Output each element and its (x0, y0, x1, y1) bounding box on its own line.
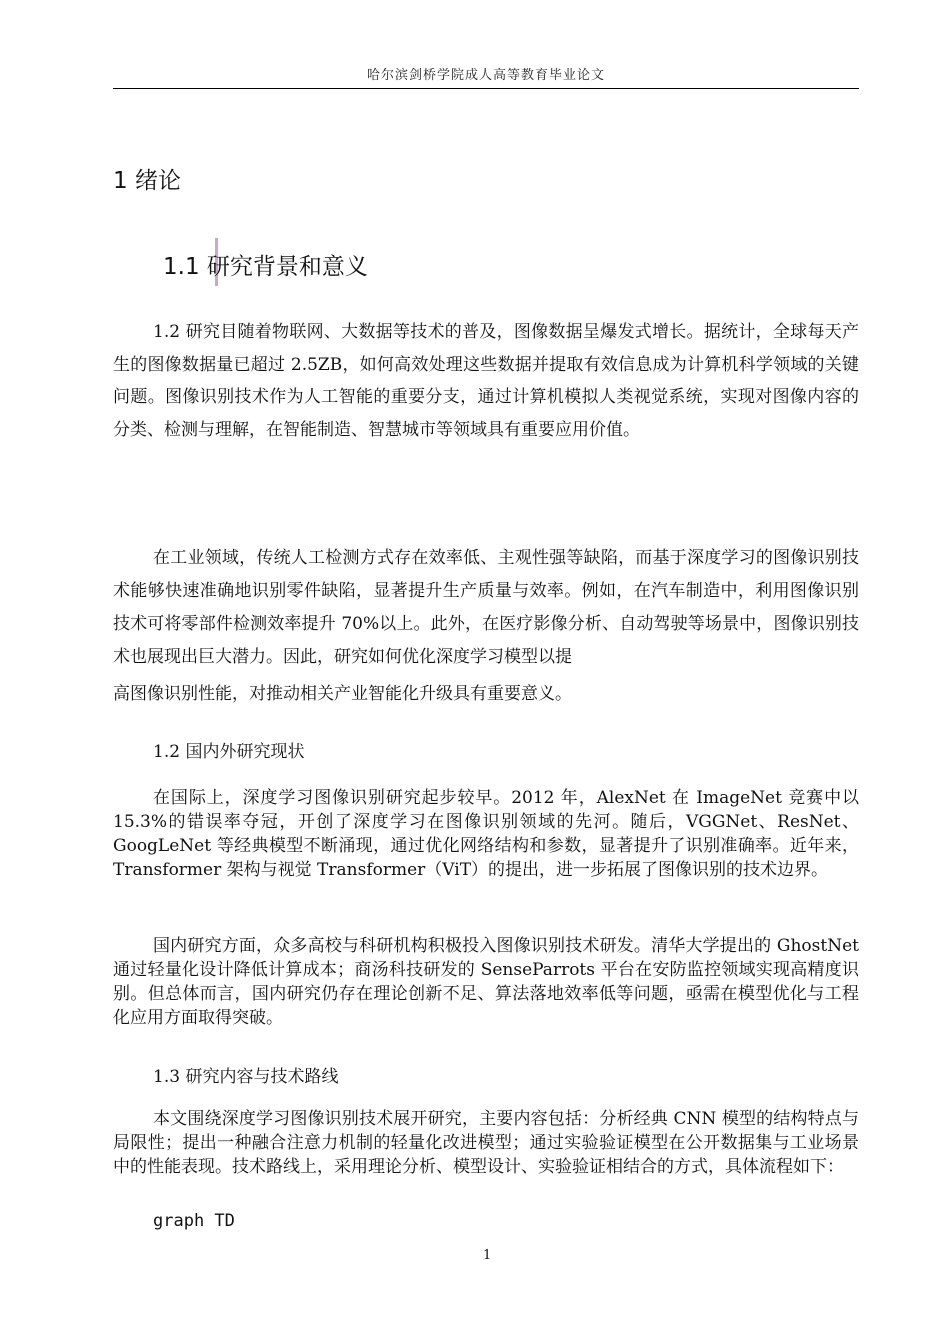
header-rule (113, 88, 859, 89)
paragraph-research-content: 本文围绕深度学习图像识别技术展开研究，主要内容包括：分析经典 CNN 模型的结构特点与局限性；提出一种融合注意力机制的轻量化改进模型；通过实验验证模型在公开数据集与工业场景中的性能表现。技术路线上，采用理论分析、模型设计、实验验证相结合的方式，具体流程如下： (113, 1109, 859, 1177)
paragraph-industry (113, 542, 859, 711)
chapter-title: 1 绪论 (113, 168, 181, 194)
code-snippet: graph TD (153, 1211, 235, 1231)
paragraph-international: 在国际上，深度学习图像识别研究起步较早。2012 年，AlexNet 在 ImageNet 竞赛中以 15.3%的错误率夺冠，开创了深度学习在图像识别领域的先河。随后，VGGNet、ResNet、GoogLeNet 等经典模型不断涌现，通过优化网络结构和参数，显著提升了识别准确率。近年来，Transformer 架构与视觉 Transformer（ViT）的提出，进一步拓展了图像识别的技术边界。 (113, 788, 859, 880)
page-number: 1 (483, 1248, 492, 1263)
subheading-research-content: 1.3 研究内容与技术路线 (153, 1067, 339, 1087)
section-title: 1.1 研究背景和意义 (163, 254, 368, 280)
paragraph-industry-last-line: 高图像识别性能，对推动相关产业智能化升级具有重要意义。 (113, 684, 572, 704)
paragraph-industry-body: 在工业领域，传统人工检测方式存在效率低、主观性强等缺陷，而基于深度学习的图像识别技术能够快速准确地识别零件缺陷，显著提升生产质量与效率。例如，在汽车制造中，利用图像识别技术可将零部件检测效率提升 70%以上。此外，在医疗影像分析、自动驾驶等场景中，图像识别技术也展现出巨大潜力。因此，研究如何优化深度学习模型以提 (113, 548, 859, 667)
paragraph-background: 1.2 研究目随着物联网、大数据等技术的普及，图像数据呈爆发式增长。据统计，全球每天产生的图像数据量已超过 2.5ZB，如何高效处理这些数据并提取有效信息成为计算机科学领域的关键问题。图像识别技术作为人工智能的重要分支，通过计算机模拟人类视觉系统，实现对图像内容的分类、检测与理解，在智能制造、智慧城市等领域具有重要应用价值。 (113, 322, 859, 440)
subheading-research-status: 1.2 国内外研究现状 (153, 742, 305, 762)
paragraph-domestic: 国内研究方面，众多高校与科研机构积极投入图像识别技术研发。清华大学提出的 GhostNet 通过轻量化设计降低计算成本；商汤科技研发的 SenseParrots 平台在安防监控领域实现高精度识别。但总体而言，国内研究仍存在理论创新不足、算法落地效率低等问题，亟需在模型优化与工程化应用方面取得突破。 (113, 936, 859, 1028)
running-header: 哈尔滨剑桥学院成人高等教育毕业论文 (366, 68, 605, 83)
